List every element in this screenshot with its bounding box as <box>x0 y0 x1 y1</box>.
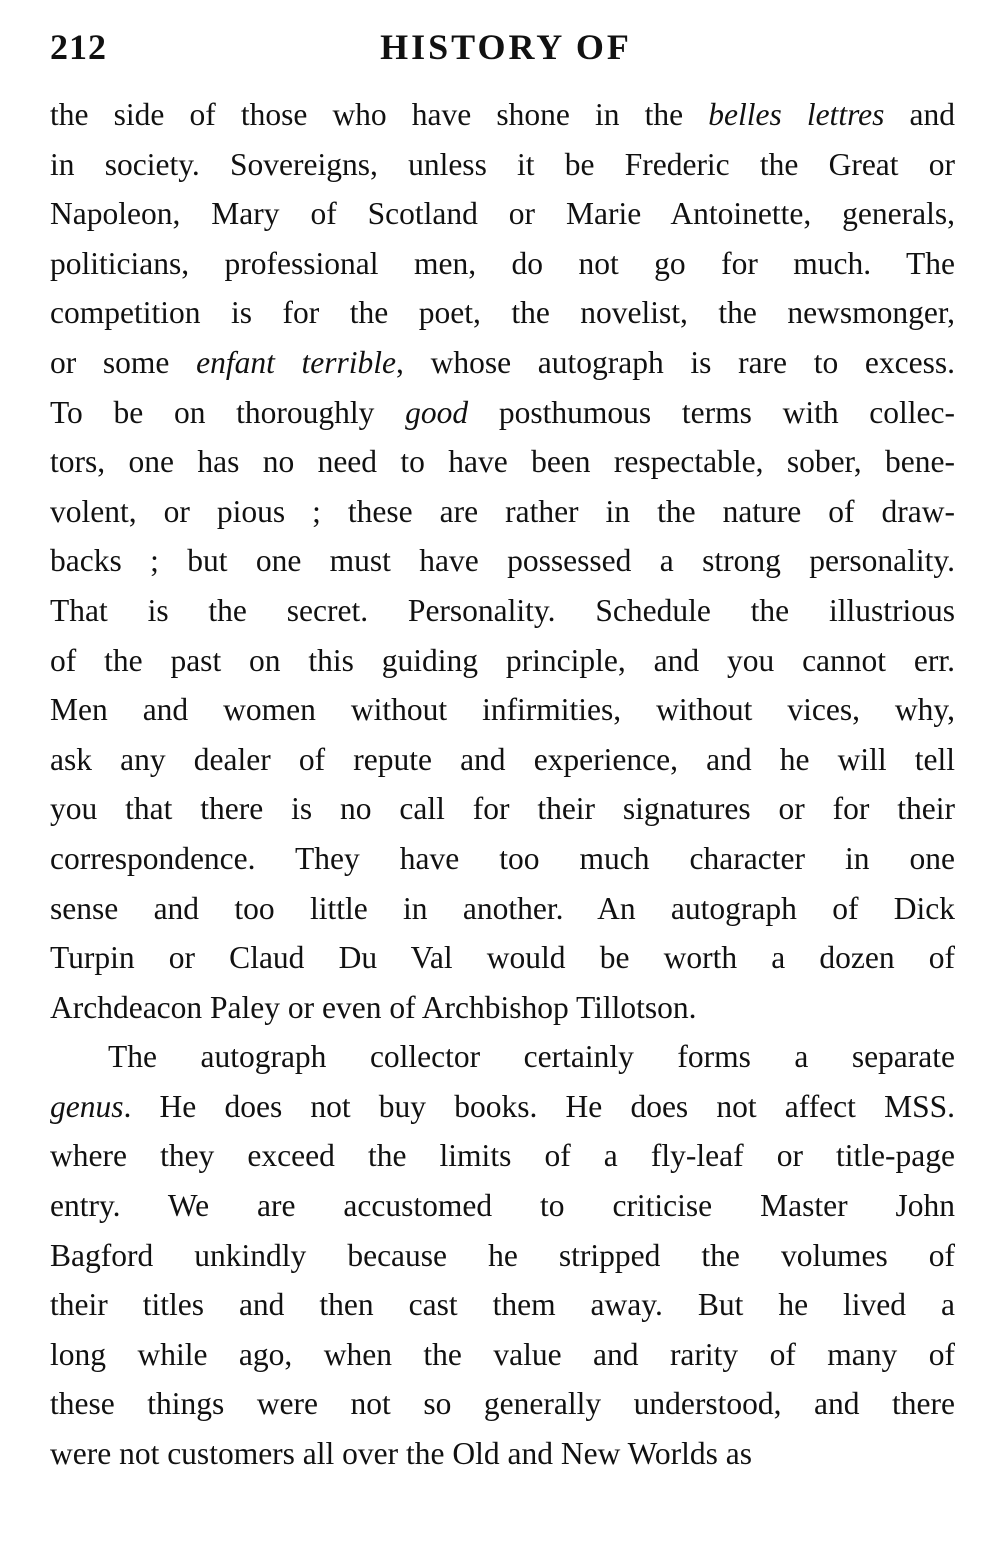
text-run: politicians, professional men, do not go for much. The <box>50 245 955 281</box>
text-line <box>50 487 955 537</box>
text-run: and <box>884 97 956 132</box>
text-run: . He does not buy books. He does not affect MSS. <box>123 1088 955 1124</box>
italic-text: genus <box>50 1088 124 1124</box>
running-head <box>46 22 946 72</box>
paragraph <box>50 90 955 1032</box>
text-run: entry. We are accustomed to criticise Master John <box>50 1188 955 1224</box>
text-line <box>50 288 955 338</box>
text-run: Napoleon, Mary of Scotland or Marie Antoinette, generals, <box>50 196 955 232</box>
text-run: Turpin or Claud Du Val would be worth a dozen of <box>50 940 955 976</box>
text-run: were not customers all over the Old and New Worlds as <box>50 1436 752 1472</box>
text-line <box>50 140 955 190</box>
text-run: Men and women without infirmities, without vices, why, <box>50 692 955 728</box>
text-line <box>50 1082 955 1132</box>
text-run: their titles and then cast them away. But he lived a <box>50 1287 955 1323</box>
text-line <box>50 586 955 636</box>
text-run: correspondence. They have too much character in one <box>50 840 955 876</box>
text-line <box>50 685 955 735</box>
italic-text: good <box>405 394 469 430</box>
text-line <box>50 1131 955 1181</box>
text-run: of the past on this guiding principle, and you cannot err. <box>50 642 955 678</box>
text-line <box>50 338 955 388</box>
running-title: HISTORY OF <box>380 27 632 67</box>
text-line <box>50 437 955 487</box>
text-run: backs ; but one must have possessed a strong personality. <box>50 543 955 579</box>
text-run: long while ago, when the value and rarity of many of <box>50 1336 955 1372</box>
italic-text: enfant terrible <box>196 344 397 380</box>
text-line <box>50 1379 955 1429</box>
text-line <box>50 536 955 586</box>
body-text <box>50 90 955 1479</box>
text-run: sense and too little in another. An autograph of Dick <box>50 890 955 926</box>
text-run: Archdeacon Paley or even of Archbishop Tillotson. <box>50 989 697 1025</box>
text-line <box>50 784 955 834</box>
text-run: To be on thoroughly <box>50 394 406 430</box>
text-run: you that there is no call for their signatures or for their <box>50 791 955 827</box>
italic-text: belles lettres <box>708 97 885 132</box>
text-line <box>50 1330 955 1380</box>
text-run: tors, one has no need to have been respectable, sober, bene- <box>50 444 955 480</box>
text-run: where they exceed the limits of a fly-leaf or title-page <box>50 1138 955 1174</box>
text-line <box>50 239 955 289</box>
text-line <box>50 884 955 934</box>
page-number: 212 <box>50 27 107 67</box>
text-run: or some <box>50 344 197 380</box>
text-run: , whose autograph is rare to excess. <box>396 344 955 380</box>
text-run: The autograph collector certainly forms a separate <box>108 1039 955 1075</box>
text-run: That is the secret. Personality. Schedule the illustrious <box>50 592 955 628</box>
text-line <box>50 1032 955 1082</box>
text-line <box>50 90 955 140</box>
text-run: volent, or pious ; these are rather in the nature of draw- <box>50 493 955 529</box>
text-line <box>50 636 955 686</box>
text-line <box>50 834 955 884</box>
text-line <box>50 1231 955 1281</box>
text-run: competition is for the poet, the novelist, the newsmonger, <box>50 295 955 331</box>
text-line <box>50 983 955 1033</box>
text-line <box>50 1280 955 1330</box>
text-line <box>50 1429 955 1479</box>
text-run: these things were not so generally understood, and there <box>50 1386 955 1422</box>
text-run: ask any dealer of repute and experience, and he will tell <box>50 741 955 777</box>
paragraph <box>50 1032 955 1478</box>
text-line <box>50 735 955 785</box>
text-run: the side of those who have shone in the <box>50 97 709 132</box>
text-run: Bagford unkindly because he stripped the volumes of <box>50 1237 955 1273</box>
text-line <box>50 388 955 438</box>
text-line <box>50 933 955 983</box>
text-run: in society. Sovereigns, unless it be Frederic the Great or <box>50 146 955 182</box>
text-run: posthumous terms with collec- <box>468 394 955 430</box>
text-line <box>50 189 955 239</box>
text-line <box>50 1181 955 1231</box>
